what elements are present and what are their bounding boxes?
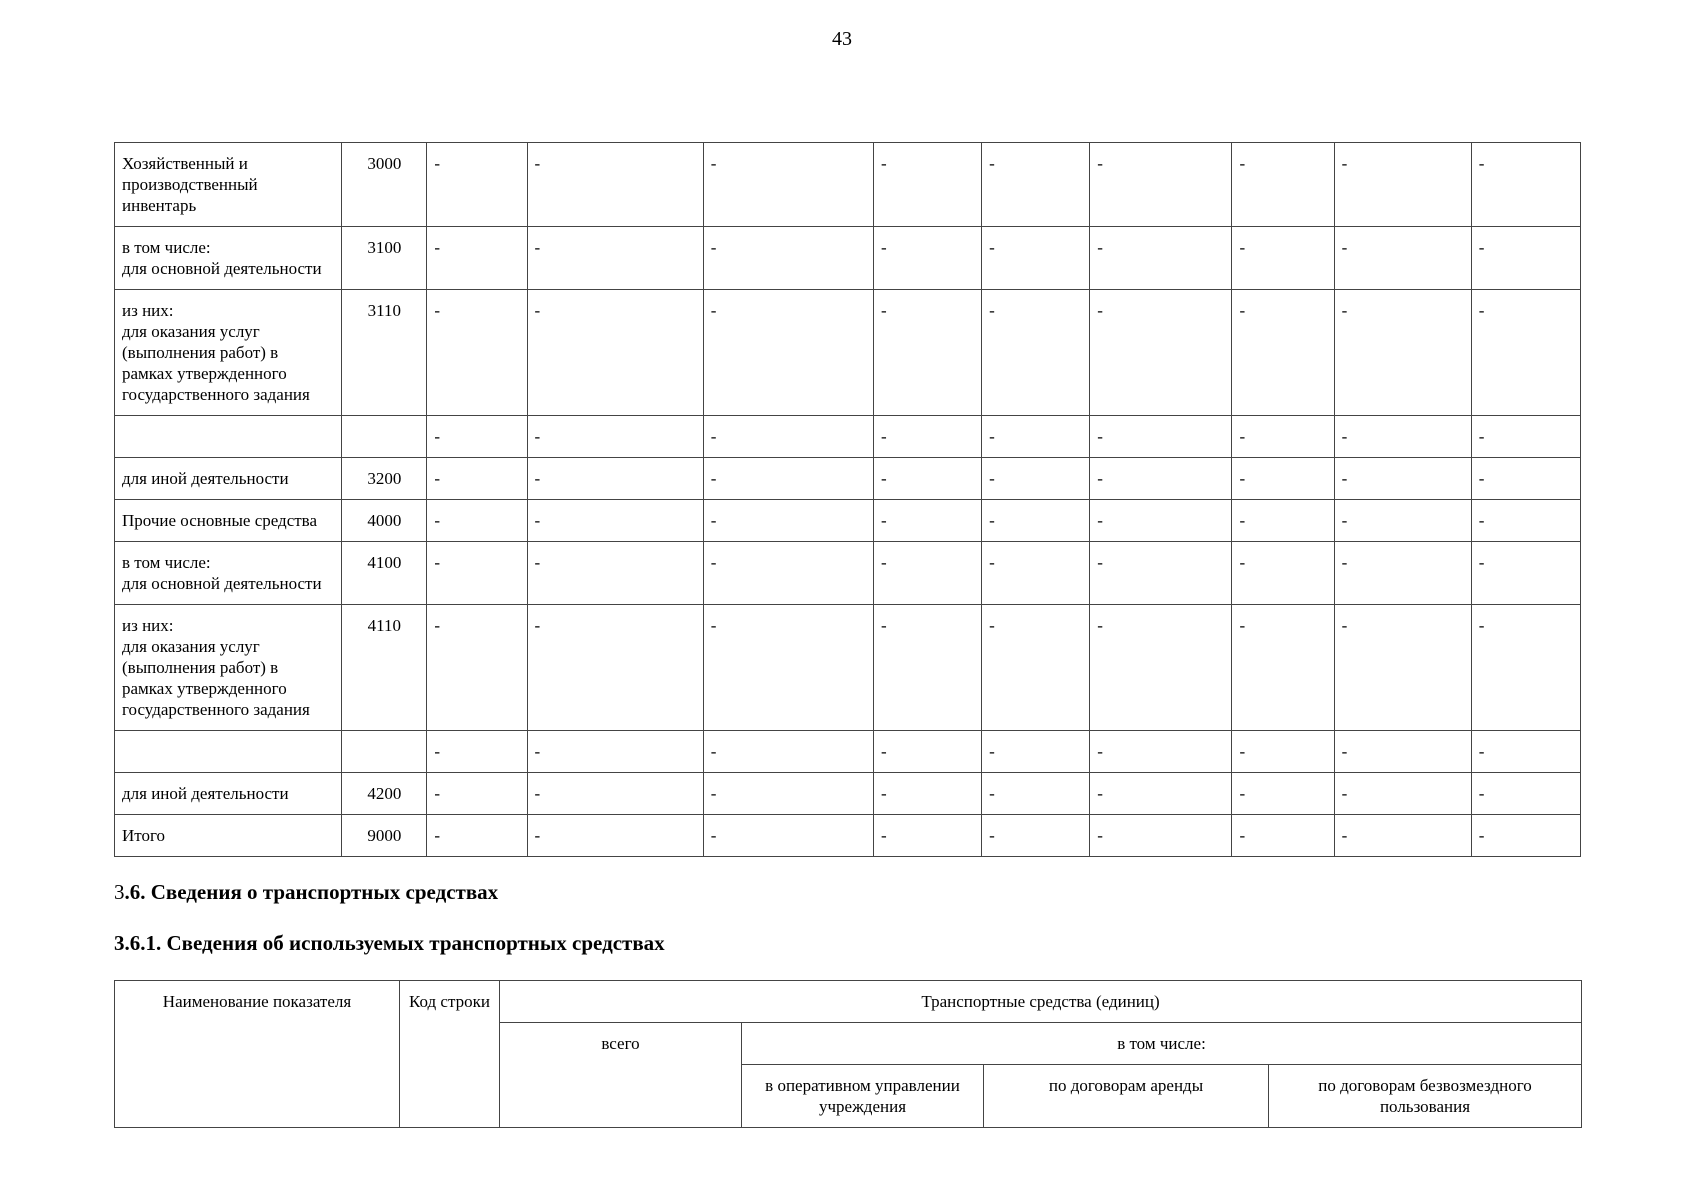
row-value: - xyxy=(703,773,873,815)
row-value: - xyxy=(873,458,981,500)
row-value: - xyxy=(873,815,981,857)
row-value: - xyxy=(1471,542,1580,605)
row-value: - xyxy=(1090,290,1232,416)
row-label: в том числе: для основной деятельности xyxy=(115,542,342,605)
row-value: - xyxy=(1334,773,1471,815)
row-value: - xyxy=(1090,227,1232,290)
row-value: - xyxy=(1471,731,1580,773)
row-value: - xyxy=(1334,500,1471,542)
row-value: - xyxy=(982,458,1090,500)
row-value: - xyxy=(427,143,527,227)
row-value: - xyxy=(527,605,703,731)
section-3-6-heading xyxy=(114,880,498,905)
header-lease: по договорам аренды xyxy=(984,1065,1269,1128)
row-label xyxy=(115,731,342,773)
row-value: - xyxy=(1334,143,1471,227)
row-value: - xyxy=(982,227,1090,290)
header-operational-management: в оперативном управлении учреждения xyxy=(742,1065,984,1128)
section-3-6-1-heading: 3.6.1. Сведения об используемых транспортных средствах xyxy=(114,931,665,955)
row-value: - xyxy=(873,500,981,542)
row-value: - xyxy=(1232,458,1334,500)
row-value: - xyxy=(703,542,873,605)
row-value: - xyxy=(427,500,527,542)
row-value: - xyxy=(873,731,981,773)
row-value: - xyxy=(1334,542,1471,605)
row-code: 3110 xyxy=(342,290,427,416)
row-value: - xyxy=(873,227,981,290)
row-value: - xyxy=(703,416,873,458)
row-value: - xyxy=(427,227,527,290)
row-value: - xyxy=(1471,605,1580,731)
row-value: - xyxy=(1090,458,1232,500)
row-code: 3100 xyxy=(342,227,427,290)
row-value: - xyxy=(527,500,703,542)
row-value: - xyxy=(1471,143,1580,227)
row-value: - xyxy=(873,416,981,458)
row-code: 4200 xyxy=(342,773,427,815)
fixed-assets-table xyxy=(114,142,1581,857)
table-row xyxy=(115,542,1581,605)
row-code: 3200 xyxy=(342,458,427,500)
table-row xyxy=(115,227,1581,290)
row-value: - xyxy=(982,143,1090,227)
row-value: - xyxy=(982,416,1090,458)
row-value: - xyxy=(1471,416,1580,458)
table-row xyxy=(115,605,1581,731)
row-label: Хозяйственный и производственный инвентарь xyxy=(115,143,342,227)
section-3-6-title: .6. Сведения о транспортных средствах xyxy=(124,880,499,904)
row-value: - xyxy=(527,542,703,605)
row-label: Итого xyxy=(115,815,342,857)
table-row xyxy=(115,731,1581,773)
header-transport-units: Транспортные средства (единиц) xyxy=(500,981,1582,1023)
row-value: - xyxy=(1471,815,1580,857)
row-value: - xyxy=(1471,773,1580,815)
header-total: всего xyxy=(500,1023,742,1128)
row-value: - xyxy=(527,416,703,458)
row-value: - xyxy=(427,773,527,815)
row-value: - xyxy=(1090,416,1232,458)
header-including: в том числе: xyxy=(742,1023,1582,1065)
row-value: - xyxy=(427,416,527,458)
row-value: - xyxy=(1232,773,1334,815)
row-value: - xyxy=(703,458,873,500)
row-value: - xyxy=(703,143,873,227)
row-value: - xyxy=(527,227,703,290)
row-value: - xyxy=(982,605,1090,731)
row-value: - xyxy=(982,500,1090,542)
row-value: - xyxy=(703,290,873,416)
row-value: - xyxy=(1471,458,1580,500)
row-value: - xyxy=(527,143,703,227)
row-value: - xyxy=(1090,773,1232,815)
row-code xyxy=(342,416,427,458)
row-value: - xyxy=(982,815,1090,857)
row-value: - xyxy=(427,542,527,605)
row-value: - xyxy=(1471,290,1580,416)
row-code: 3000 xyxy=(342,143,427,227)
row-value: - xyxy=(1232,290,1334,416)
row-value: - xyxy=(427,290,527,416)
row-value: - xyxy=(1090,143,1232,227)
row-value: - xyxy=(873,773,981,815)
row-label: в том числе: для основной деятельности xyxy=(115,227,342,290)
row-label: для иной деятельности xyxy=(115,458,342,500)
row-label: из них: для оказания услуг (выполнения работ) в рамках утвержденного государственного задания xyxy=(115,605,342,731)
table-row xyxy=(115,290,1581,416)
row-value: - xyxy=(982,290,1090,416)
row-value: - xyxy=(1090,500,1232,542)
table-row xyxy=(115,416,1581,458)
row-value: - xyxy=(1334,605,1471,731)
row-value: - xyxy=(527,815,703,857)
row-value: - xyxy=(1334,290,1471,416)
row-label: для иной деятельности xyxy=(115,773,342,815)
row-value: - xyxy=(427,458,527,500)
row-code: 4110 xyxy=(342,605,427,731)
row-code: 4000 xyxy=(342,500,427,542)
row-value: - xyxy=(873,143,981,227)
row-value: - xyxy=(703,815,873,857)
header-free-use: по договорам безвозмездного пользования xyxy=(1269,1065,1582,1128)
transport-table xyxy=(114,980,1582,1128)
row-value: - xyxy=(1471,500,1580,542)
row-value: - xyxy=(1232,815,1334,857)
row-value: - xyxy=(982,773,1090,815)
row-value: - xyxy=(1232,143,1334,227)
row-value: - xyxy=(1232,416,1334,458)
row-value: - xyxy=(1232,605,1334,731)
row-value: - xyxy=(1090,542,1232,605)
row-value: - xyxy=(1090,605,1232,731)
row-value: - xyxy=(427,815,527,857)
row-value: - xyxy=(1334,815,1471,857)
row-value: - xyxy=(1232,227,1334,290)
row-value: - xyxy=(527,458,703,500)
row-value: - xyxy=(703,227,873,290)
section-3-6-prefix: 3 xyxy=(114,880,125,904)
row-label: Прочие основные средства xyxy=(115,500,342,542)
table-row xyxy=(115,143,1581,227)
table-row xyxy=(115,815,1581,857)
row-value: - xyxy=(527,290,703,416)
row-label xyxy=(115,416,342,458)
row-value: - xyxy=(873,605,981,731)
row-value: - xyxy=(427,731,527,773)
row-code xyxy=(342,731,427,773)
row-value: - xyxy=(1471,227,1580,290)
row-value: - xyxy=(703,500,873,542)
table-row xyxy=(115,500,1581,542)
row-value: - xyxy=(1232,500,1334,542)
row-value: - xyxy=(527,773,703,815)
row-value: - xyxy=(427,605,527,731)
row-code: 4100 xyxy=(342,542,427,605)
table-row xyxy=(115,773,1581,815)
header-row-code: Код строки xyxy=(400,981,500,1128)
row-value: - xyxy=(873,290,981,416)
row-label: из них: для оказания услуг (выполнения работ) в рамках утвержденного государственного задания xyxy=(115,290,342,416)
row-value: - xyxy=(1334,416,1471,458)
row-value: - xyxy=(703,731,873,773)
row-value: - xyxy=(982,731,1090,773)
row-value: - xyxy=(1334,458,1471,500)
row-value: - xyxy=(1090,731,1232,773)
page-number: 43 xyxy=(832,28,852,50)
row-value: - xyxy=(982,542,1090,605)
row-value: - xyxy=(1232,731,1334,773)
header-indicator-name: Наименование показателя xyxy=(115,981,400,1128)
row-value: - xyxy=(873,542,981,605)
row-value: - xyxy=(1232,542,1334,605)
row-value: - xyxy=(703,605,873,731)
row-value: - xyxy=(1334,227,1471,290)
row-value: - xyxy=(1090,815,1232,857)
table-row xyxy=(115,458,1581,500)
row-value: - xyxy=(1334,731,1471,773)
row-code: 9000 xyxy=(342,815,427,857)
row-value: - xyxy=(527,731,703,773)
